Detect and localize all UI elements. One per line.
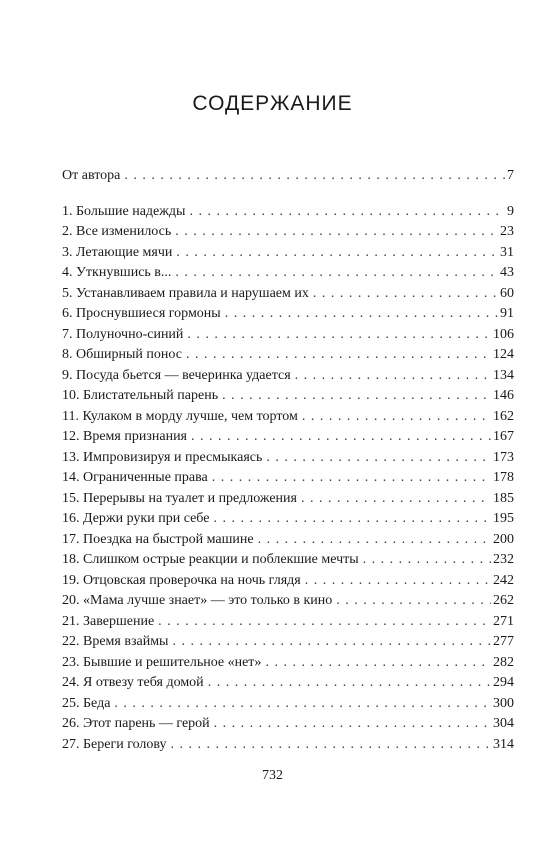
toc-dot-leader — [295, 366, 491, 387]
toc-entry — [62, 325, 514, 346]
toc-dot-leader — [189, 202, 505, 223]
toc-entry-page: 232 — [493, 552, 514, 567]
toc-entry-title: 23. Бывшие и решительное «нет» — [62, 654, 262, 670]
toc-entry — [62, 489, 514, 510]
toc-entry-title: 24. Я отвезу тебя домой — [62, 675, 204, 690]
toc-entry-page: 282 — [493, 654, 514, 670]
toc-entry-title: 21. Завершение — [62, 613, 155, 629]
toc-entry — [62, 366, 514, 387]
toc-entry-title: 8. Обширный понос — [62, 347, 182, 362]
toc-entry-page: 262 — [493, 593, 514, 608]
toc-entry-title: 9. Посуда бьется — вечеринка удается — [62, 367, 291, 383]
toc-entry — [62, 345, 514, 366]
toc-dot-leader — [176, 243, 498, 264]
toc-entry-page: 106 — [493, 326, 514, 342]
toc-entry-title: 13. Импровизируя и пресмыкаясь — [62, 449, 263, 465]
toc-entry — [62, 263, 514, 284]
toc-dot-leader — [175, 263, 498, 284]
toc-dot-leader — [158, 612, 491, 633]
toc-entry-title: 1. Большие надежды — [62, 203, 186, 219]
toc-dot-leader — [172, 632, 491, 653]
toc-entry — [62, 222, 514, 243]
toc-entry-title: 20. «Мама лучше знает» — это только в кино — [62, 593, 333, 608]
toc-entry-page: 277 — [493, 634, 514, 649]
toc-entry-page: 300 — [493, 695, 514, 711]
toc-entry-page: 124 — [493, 347, 514, 362]
toc-dot-leader — [363, 550, 491, 571]
toc-entry-page: 185 — [493, 490, 514, 506]
toc-dot-leader — [222, 386, 491, 407]
toc-entry — [62, 407, 514, 428]
toc-dot-leader — [305, 571, 491, 592]
toc-entry-title: 19. Отцовская проверочка на ночь глядя — [62, 572, 301, 588]
toc-entry-title: 27. Береги голову — [62, 736, 167, 752]
toc-entry-page: 314 — [493, 736, 514, 752]
toc-entry-page: 167 — [493, 429, 514, 444]
toc-entry — [62, 284, 514, 305]
toc-entry-page: 146 — [493, 388, 514, 403]
toc-entry-page: 23 — [500, 224, 514, 239]
toc-entry — [62, 571, 514, 592]
toc-entry-title: 25. Беда — [62, 695, 111, 711]
toc-dot-leader — [171, 735, 491, 756]
toc-entry-page: 173 — [493, 449, 514, 465]
toc-dot-leader — [265, 653, 491, 674]
toc-entry-page: 9 — [507, 203, 514, 219]
toc-entry-page: 195 — [493, 511, 514, 526]
toc-entry — [62, 735, 514, 756]
toc-dot-leader — [214, 714, 491, 735]
toc-dot-leader — [301, 489, 491, 510]
toc-entry-title: 7. Полуночно-синий — [62, 326, 184, 342]
toc-dot-leader — [258, 530, 491, 551]
toc-entry-title: 5. Устанавливаем правила и нарушаем их — [62, 285, 309, 301]
toc-entry — [62, 386, 514, 407]
toc-entry-title: От автора — [62, 168, 121, 183]
toc-entry-page: 31 — [500, 244, 514, 260]
toc-dot-leader — [212, 468, 491, 489]
toc-entry-title: 15. Перерывы на туалет и предложения — [62, 490, 297, 506]
toc-entry — [62, 427, 514, 448]
toc-entry — [62, 694, 514, 715]
toc-dot-leader — [336, 591, 491, 612]
toc-entry — [62, 591, 514, 612]
toc-entry-page: 7 — [507, 168, 514, 183]
toc-entry-title: 4. Уткнувшись в... — [62, 265, 172, 280]
toc-entry-page: 294 — [493, 675, 514, 690]
toc-dot-leader — [208, 673, 491, 694]
toc-entry — [62, 243, 514, 264]
toc-entry-title: 11. Кулаком в морду лучше, чем тортом — [62, 408, 298, 424]
toc-entry — [62, 202, 514, 223]
toc-dot-leader — [187, 325, 491, 346]
toc-dot-leader — [114, 694, 491, 715]
toc-entry-title: 16. Держи руки при себе — [62, 511, 210, 526]
toc-dot-leader — [302, 407, 491, 428]
toc-entry-title: 17. Поездка на быстрой машине — [62, 531, 254, 547]
toc-entry-title: 2. Все изменилось — [62, 224, 172, 239]
toc-dot-leader — [313, 284, 498, 305]
toc-entries-list — [62, 202, 514, 756]
toc-entry-page: 200 — [493, 531, 514, 547]
toc-entry — [62, 632, 514, 653]
toc-dot-leader — [186, 345, 491, 366]
toc-entry-page: 60 — [500, 285, 514, 301]
toc-entry — [62, 612, 514, 633]
toc-entry-title: 6. Проснувшиеся гормоны — [62, 306, 221, 321]
toc-entry-page: 91 — [500, 306, 514, 321]
toc-entry-title: 14. Ограниченные права — [62, 470, 208, 485]
toc-entry-page: 304 — [493, 716, 514, 731]
table-of-contents — [62, 166, 514, 755]
toc-entry-title: 22. Время взаймы — [62, 634, 169, 649]
toc-entry — [62, 509, 514, 530]
toc-dot-leader — [124, 166, 505, 187]
toc-entry-page: 242 — [493, 572, 514, 588]
toc-dot-leader — [175, 222, 498, 243]
toc-entry-page: 271 — [493, 613, 514, 629]
toc-dot-leader — [225, 304, 498, 325]
toc-entry — [62, 530, 514, 551]
toc-entry — [62, 550, 514, 571]
toc-entry — [62, 653, 514, 674]
toc-entry-page: 43 — [500, 265, 514, 280]
toc-entry-page: 178 — [493, 470, 514, 485]
toc-entry-title: 12. Время признания — [62, 429, 187, 444]
toc-entry-page: 134 — [493, 367, 514, 383]
toc-entry-page: 162 — [493, 408, 514, 424]
toc-entry — [62, 304, 514, 325]
toc-entry — [62, 468, 514, 489]
toc-dot-leader — [266, 448, 491, 469]
toc-entry-title: 26. Этот парень — герой — [62, 716, 210, 731]
toc-entry-title: 18. Слишком острые реакции и поблекшие мечты — [62, 552, 359, 567]
toc-dot-leader — [191, 427, 491, 448]
toc-entry-title: 10. Блистательный парень — [62, 388, 219, 403]
toc-entry — [62, 448, 514, 469]
page-title: СОДЕРЖАНИЕ — [192, 92, 353, 115]
toc-dot-leader — [213, 509, 491, 530]
toc-entry — [62, 673, 514, 694]
toc-entry-author — [62, 166, 514, 187]
toc-entry — [62, 714, 514, 735]
page-number: 732 — [262, 768, 283, 783]
toc-entry-title: 3. Летающие мячи — [62, 244, 173, 260]
